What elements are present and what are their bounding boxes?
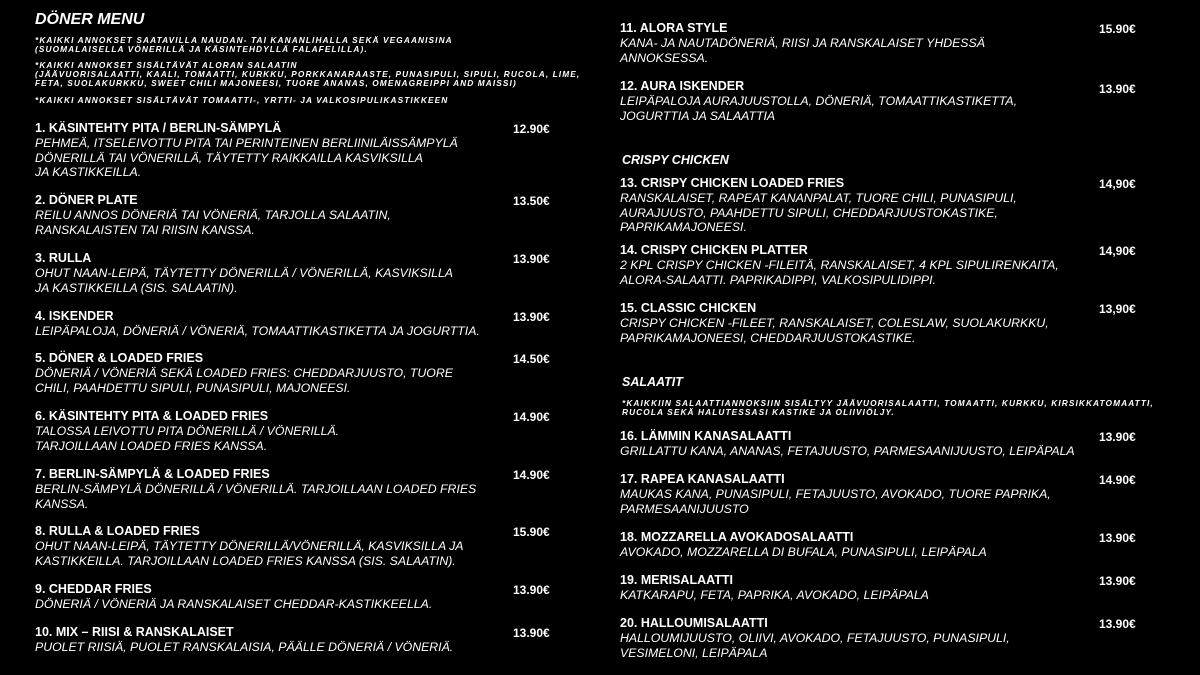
menu-item xyxy=(620,429,1160,459)
item-name: 4. ISKENDER xyxy=(35,309,114,323)
item-price: 15.90€ xyxy=(1099,22,1136,36)
menu-item xyxy=(620,243,1160,287)
item-description: OHUT NAAN-LEIPÄ, TÄYTETTY DÖNERILLÄ / VÖNERILLÄ, KASVIKSILLA JA KASTIKKEILLA (SIS. SALAATIN). xyxy=(35,266,453,295)
item-description: PEHMEÄ, ITSELEIVOTTU PITA TAI PERINTEINEN BERLIINILÄISSÄMPYLÄ DÖNERILLÄ TAI VÖNERILLÄ, TÄYTETTY RAIKKAILLA KASVIKSILLA JA KASTIKKEILLA. xyxy=(35,136,458,179)
item-description: KATKARAPU, FETA, PAPRIKA, AVOKADO, LEIPÄPALA xyxy=(620,588,929,602)
menu-item xyxy=(35,251,575,295)
item-price: 14.90€ xyxy=(1099,473,1136,487)
menu-item xyxy=(35,582,575,612)
menu-item xyxy=(35,309,575,339)
item-price: 14.50€ xyxy=(513,352,550,366)
item-price: 13.90€ xyxy=(513,252,550,266)
item-name: 12. AURA ISKENDER xyxy=(620,79,745,93)
menu-item xyxy=(620,616,1160,660)
menu-item xyxy=(620,21,1160,65)
item-description: GRILLATTU KANA, ANANAS, FETAJUUSTO, PARMESAANIJUUSTO, LEIPÄPALA xyxy=(620,444,1075,458)
item-description: LEIPÄPALOJA AURAJUUSTOLLA, DÖNERIÄ, TOMAATTIKASTIKETTA, JOGURTTIA JA SALAATTIA xyxy=(620,94,1018,123)
item-price: 14.90€ xyxy=(513,468,550,482)
item-name: 20. HALLOUMISALAATTI xyxy=(620,616,768,630)
menu-item xyxy=(620,176,1160,235)
note-salad-included: *KAIKKI ANNOKSET SISÄLTÄVÄT ALORAN SALAATIN (JÄÄVUORISALAATTI, KAALI, TOMAATTI, KURKKU, PORKKANARAASTE, PUNASIPULI, SIPULI, RUCOLA, LIME, FETA, SUOLAKURKKU, SWEET CHILI MAJONEESI, TUORE ANANAS, OMENAGREIPPI AND MAISSI) xyxy=(35,60,581,88)
item-name: 8. RULLA & LOADED FRIES xyxy=(35,524,200,538)
item-price: 13.90€ xyxy=(513,310,550,324)
item-price: 13.90€ xyxy=(1099,82,1136,96)
item-description: REILU ANNOS DÖNERIÄ TAI VÖNERIÄ, TARJOLLA SALAATIN, RANSKALAISTEN TAI RIISIN KANSSA. xyxy=(35,208,391,237)
item-description: LEIPÄPALOJA, DÖNERIÄ / VÖNERIÄ, TOMAATTIKASTIKETTA JA JOGURTTIA. xyxy=(35,324,480,338)
menu-item xyxy=(35,625,575,655)
item-name: 11. ALORA STYLE xyxy=(620,21,728,35)
menu-item xyxy=(620,573,1160,603)
item-name: 19. MERISALAATTI xyxy=(620,573,733,587)
item-name: 16. LÄMMIN KANASALAATTI xyxy=(620,429,792,443)
item-price: 14,90€ xyxy=(1099,244,1136,258)
menu-item xyxy=(35,524,575,568)
item-description: BERLIN-SÄMPYLÄ DÖNERILLÄ / VÖNERILLÄ. TARJOILLAAN LOADED FRIES KANSSA. xyxy=(35,482,477,511)
item-price: 13.90€ xyxy=(513,583,550,597)
item-description: DÖNERIÄ / VÖNERIÄ JA RANSKALAISET CHEDDAR-KASTIKKEELLA. xyxy=(35,597,433,611)
item-name: 18. MOZZARELLA AVOKADOSALAATTI xyxy=(620,530,854,544)
item-name: 3. RULLA xyxy=(35,251,92,265)
menu-item xyxy=(35,409,575,453)
item-name: 9. CHEDDAR FRIES xyxy=(35,582,152,596)
item-name: 13. CRISPY CHICKEN LOADED FRIES xyxy=(620,176,845,190)
item-description: OHUT NAAN-LEIPÄ, TÄYTETTY DÖNERILLÄ/VÖNERILLÄ, KASVIKSILLA JA KASTIKKEILLA. TARJOILLAAN LOADED FRIES KANSSA (SIS. SALAATIN). xyxy=(35,539,464,568)
note-meat-options: *KAIKKI ANNOKSET SAATAVILLA NAUDAN- TAI KANANLIHALLA SEKÄ VEGAANISINA (SUOMALAISELLA VÖNERILLÄ JA KÄSINTEHDYLLÄ FALAFELILLA). xyxy=(35,35,453,54)
menu-item xyxy=(35,193,575,237)
item-name: 7. BERLIN-SÄMPYLÄ & LOADED FRIES xyxy=(35,467,270,481)
section-heading-salads: SALAATIT xyxy=(622,375,683,389)
menu-item xyxy=(35,121,575,180)
item-price: 13.90€ xyxy=(1099,574,1136,588)
item-name: 2. DÖNER PLATE xyxy=(35,193,138,207)
item-price: 13.90€ xyxy=(1099,617,1136,631)
item-price: 14,90€ xyxy=(1099,177,1136,191)
item-price: 13.50€ xyxy=(513,194,550,208)
item-description: CRISPY CHICKEN -FILEET, RANSKALAISET, COLESLAW, SUOLAKURKKU, PAPRIKAMAJONEESI, CHEDDARJUUSTOKASTIKE. xyxy=(620,316,1049,345)
menu-title: DÖNER MENU xyxy=(35,11,145,28)
item-name: 5. DÖNER & LOADED FRIES xyxy=(35,351,204,365)
item-name: 15. CLASSIC CHICKEN xyxy=(620,301,757,315)
item-description: RANSKALAISET, RAPEAT KANANPALAT, TUORE CHILI, PUNASIPULI, AURAJUUSTO, PAAHDETTU SIPULI, CHEDDARJUUSTOKASTIKE, PAPRIKAMAJONEESI. xyxy=(620,191,1017,234)
menu-item xyxy=(35,351,575,395)
item-description: KANA- JA NAUTADÖNERIÄ, RIISI JA RANSKALAISET YHDESSÄ ANNOKSESSA. xyxy=(620,36,985,65)
item-price: 13.90€ xyxy=(513,626,550,640)
item-description: 2 KPL CRISPY CHICKEN -FILEITÄ, RANSKALAISET, 4 KPL SIPULIRENKAITA, ALORA-SALAATTI. PAPRIKADIPPI, VALKOSIPULIDIPPI. xyxy=(620,258,1059,287)
item-description: HALLOUMIJUUSTO, OLIIVI, AVOKADO, FETAJUUSTO, PUNASIPULI, VESIMELONI, LEIPÄPALA xyxy=(620,631,1010,660)
section-heading-crispy-chicken: CRISPY CHICKEN xyxy=(622,153,729,167)
menu-item xyxy=(620,530,1160,560)
item-description: DÖNERIÄ / VÖNERIÄ SEKÄ LOADED FRIES: CHEDDARJUUSTO, TUORE CHILI, PAAHDETTU SIPULI, PUNASIPULI, MAJONEESI. xyxy=(35,366,453,395)
item-name: 1. KÄSINTEHTY PITA / BERLIN-SÄMPYLÄ xyxy=(35,121,282,135)
item-price: 13,90€ xyxy=(1099,302,1136,316)
item-name: 10. MIX – RIISI & RANSKALAISET xyxy=(35,625,234,639)
item-price: 12.90€ xyxy=(513,122,550,136)
item-description: TALOSSA LEIVOTTU PITA DÖNERILLÄ / VÖNERILLÄ. TARJOILLAAN LOADED FRIES KANSSA. xyxy=(35,424,340,453)
note-salads: *KAIKKIIN SALAATTIANNOKSIIN SISÄLTYY JÄÄVUORISALAATTI, TOMAATTI, KURKKU, KIRSIKKATOMAATTI, RUCOLA SEKÄ HALUTESSASI KASTIKE JA OLIIVIÖLJY. xyxy=(622,398,1154,417)
menu-item xyxy=(620,301,1160,345)
item-name: 6. KÄSINTEHTY PITA & LOADED FRIES xyxy=(35,409,269,423)
item-price: 15.90€ xyxy=(513,525,550,539)
item-price: 14.90€ xyxy=(513,410,550,424)
item-name: 17. RAPEA KANASALAATTI xyxy=(620,472,785,486)
menu-item xyxy=(620,472,1160,516)
item-description: PUOLET RIISIÄ, PUOLET RANSKALAISIA, PÄÄLLE DÖNERIÄ / VÖNERIÄ. xyxy=(35,640,454,654)
menu-item xyxy=(35,467,575,511)
item-name: 14. CRISPY CHICKEN PLATTER xyxy=(620,243,808,257)
item-price: 13.90€ xyxy=(1099,430,1136,444)
item-price: 13.90€ xyxy=(1099,531,1136,545)
note-sauces-included: *KAIKKI ANNOKSET SISÄLTÄVÄT TOMAATTI-, YRTTI- JA VALKOSIPULIKASTIKKEEN xyxy=(35,95,449,105)
menu-item xyxy=(620,79,1160,123)
item-description: MAUKAS KANA, PUNASIPULI, FETAJUUSTO, AVOKADO, TUORE PAPRIKA, PARMESAANIJUUSTO xyxy=(620,487,1051,516)
item-description: AVOKADO, MOZZARELLA DI BUFALA, PUNASIPULI, LEIPÄPALA xyxy=(620,545,987,559)
